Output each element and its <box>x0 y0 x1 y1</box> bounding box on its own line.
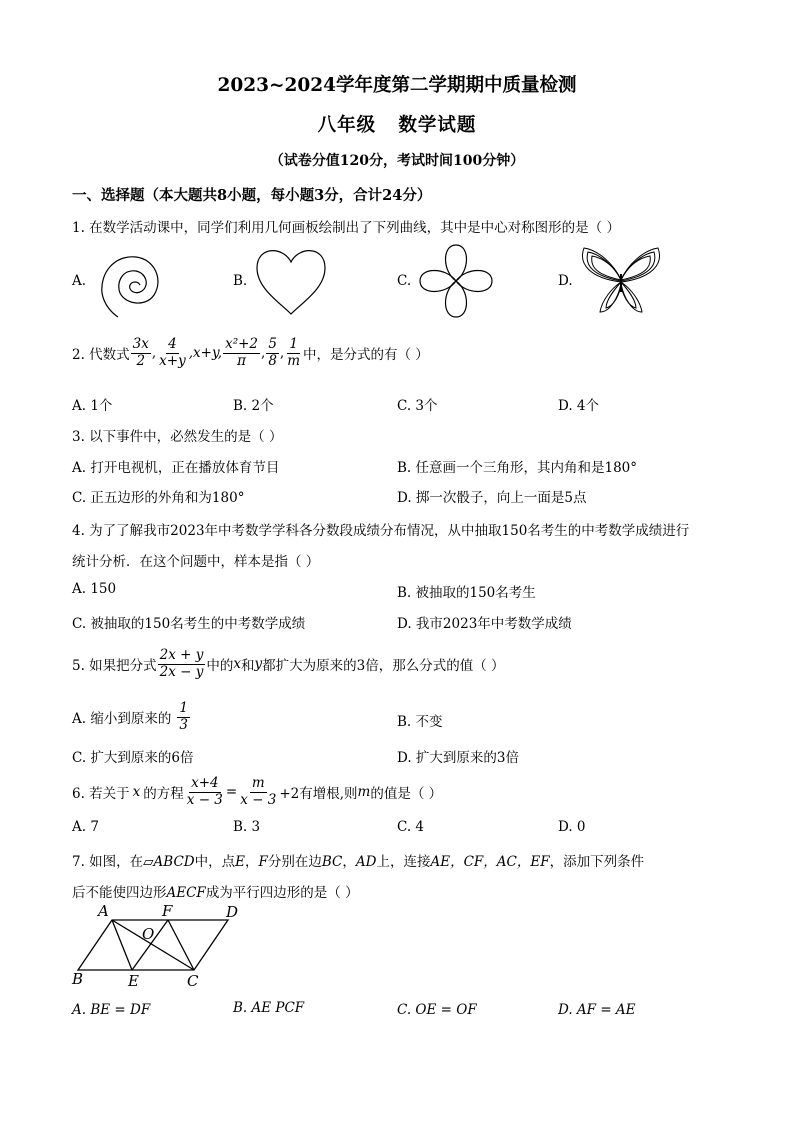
q5-mid1: 中的 <box>206 658 234 674</box>
q6-mid2: +2有增根,则 <box>279 786 358 802</box>
q2-option-c: C. 3个 <box>397 398 438 414</box>
q5-option-a-text: A. 缩小到原来的 <box>72 711 172 727</box>
q2-f4-num: 5 <box>268 335 277 352</box>
q3-option-d: D. 掷一次骰子，向上一面是5点 <box>397 490 587 506</box>
q6-option-d: D. 0 <box>558 819 586 835</box>
q7-l1m: ，添加下列条件 <box>549 854 645 870</box>
q7-l1j: AD <box>355 854 377 870</box>
q5-mid2: 和 <box>241 658 255 674</box>
parallelogram-figure <box>70 902 250 992</box>
q4-option-a: A. 150 <box>72 581 117 597</box>
q3-option-c: C. 正五边形的外角和为180° <box>72 490 245 506</box>
q2-f5-num: 1 <box>289 335 298 352</box>
q7-l1h: BC <box>321 854 343 870</box>
q6-mid1: 的方程 <box>143 786 184 802</box>
q6-stem <box>72 772 442 812</box>
q1-option-d-label: D. <box>558 273 573 289</box>
q7-l1d: E <box>235 854 245 870</box>
q5-var-x: x <box>233 656 242 672</box>
q7-l1f: F <box>258 854 268 870</box>
q6-var-x: x <box>132 784 141 800</box>
q3-option-b: B. 任意画一个三角形，其内角和是180° <box>397 460 638 476</box>
label-A: A <box>98 902 109 920</box>
q7-l1c: 中，点 <box>194 854 236 870</box>
q7-option-a: A. BE = DF <box>72 1002 151 1018</box>
q4-option-d: D. 我市2023年中考数学成绩 <box>397 616 572 632</box>
q5-option-a-fraction <box>177 701 190 733</box>
exam-note: （试卷分值120分，考试时间100分钟） <box>269 153 525 169</box>
butterfly-icon <box>578 244 664 318</box>
q2-f5-den: m <box>287 352 301 369</box>
q4-stem-line1: 4. 为了了解我市2023年中考数学学科各分数段成绩分布情况，从中抽取150名考生的中考数学成绩进行 <box>72 523 690 539</box>
q6-suffix: 的值是（ ） <box>370 786 443 802</box>
q6-option-b: B. 3 <box>233 819 261 835</box>
q1-option-a-label: A. <box>72 273 87 289</box>
q7-option-d: D. AF = AE <box>558 1002 636 1018</box>
section-heading: 一、选择题（本大题共8小题，每小题3分，合计24分） <box>72 187 432 204</box>
q2-f1-num: 3x <box>132 335 149 352</box>
q5-a-den: 3 <box>179 716 188 733</box>
q2-option-d: D. 4个 <box>558 398 600 414</box>
q2-f2-num: 4 <box>168 335 177 352</box>
q2-f3-num: x²+2 <box>225 335 259 352</box>
exam-title: 2023~2024学年度第二学期期中质量检测 <box>217 75 577 96</box>
heart-icon <box>253 244 329 316</box>
q2-fraction-2 <box>157 337 188 369</box>
q7-l1i: ， <box>342 854 356 870</box>
q7-l1a: 7. 如图，在 <box>72 854 144 870</box>
q6-option-a: A. 7 <box>72 819 99 835</box>
q5-option-d: D. 扩大到原来的3倍 <box>397 750 520 766</box>
q5-option-a <box>72 697 191 737</box>
label-F: F <box>162 902 173 920</box>
q6-fraction-2 <box>238 776 278 808</box>
q7-stem-line1 <box>72 850 644 870</box>
q7-l2a: 后不能使四边形 <box>72 885 167 901</box>
q7-option-b: B. AE PCF <box>233 1000 305 1016</box>
q2-f4-den: 8 <box>268 352 277 369</box>
q2-option-b: B. 2个 <box>233 398 274 414</box>
q4-stem-line2: 统计分析．在这个问题中，样本是指（ ） <box>72 554 320 570</box>
q4-option-b: B. 被抽取的150名考生 <box>397 585 536 601</box>
q7-l2b: AECF <box>166 885 206 901</box>
spiral-icon <box>92 247 172 315</box>
label-D: D <box>226 903 239 921</box>
q5-fraction <box>158 648 206 680</box>
q6-prefix: 6. 若关于 <box>72 786 130 802</box>
q2-f3-den: π <box>237 352 246 369</box>
q2-prefix: 2. 代数式 <box>72 347 130 363</box>
q3-stem: 3. 以下事件中，必然发生的是（ ） <box>72 429 283 445</box>
q3-option-a: A. 打开电视机，正在播放体育节目 <box>72 460 280 476</box>
q2-fraction-1 <box>131 337 151 369</box>
q2-mid: ,x+y, <box>188 345 223 361</box>
q2-fraction-4 <box>266 337 279 369</box>
q6-fraction-1 <box>185 776 225 808</box>
q5-f-num: 2x + y <box>159 646 204 663</box>
q6-f2-den: x − 3 <box>240 791 277 808</box>
q6-equals: = <box>225 784 238 800</box>
q2-fraction-5 <box>285 337 302 369</box>
q7-l1g: 分别在边 <box>267 854 322 870</box>
q2-f2-den: x+y <box>159 352 186 369</box>
q6-f1-den: x − 3 <box>186 791 223 808</box>
q6-f1-num: x+4 <box>191 774 219 791</box>
q2-suffix: 中，是分式的有（ ） <box>303 347 429 363</box>
label-B: B <box>72 970 84 988</box>
q7-l1b: ▱ABCD <box>143 854 195 870</box>
q7-l2c: 成为平行四边形的是（ ） <box>205 885 359 901</box>
q2-f1-den: 2 <box>136 352 146 369</box>
label-E: E <box>128 972 139 990</box>
q6-var-m: m <box>357 784 371 800</box>
q2-fraction-3 <box>223 337 260 369</box>
q5-f-den: 2x − y <box>159 663 204 680</box>
q4-option-c: C. 被抽取的150名考生的中考数学成绩 <box>72 616 306 632</box>
q5-suffix: 都扩大为原来的3倍，那么分式的值（ ） <box>262 658 505 674</box>
exam-subtitle: 八年级 数学试题 <box>317 115 477 136</box>
label-O: O <box>142 925 155 943</box>
q5-option-c: C. 扩大到原来的6倍 <box>72 750 194 766</box>
label-C: C <box>187 972 199 990</box>
q5-var-y: y <box>254 656 263 672</box>
q7-l1k: 上，连接 <box>376 854 431 870</box>
q7-l1e: ， <box>245 854 259 870</box>
q6-f2-num: m <box>251 774 265 791</box>
q2-stem: 2. 代数式 $\frac{3x}{2}$ , $\frac{4}{x+y}$ ,x+y, $\frac{\text{x²+2}}{\pi}$ , $\frac{5}{8}$ , $\frac{1}{m}$ 中，是分式的有（ ） <box>72 335 429 369</box>
four-petal-icon <box>416 242 496 320</box>
q1-option-c-label: C. <box>397 273 412 289</box>
q7-stem-line2 <box>72 881 359 901</box>
q5-option-b: B. 不变 <box>397 714 443 730</box>
q7-option-c: C. OE = OF <box>397 1002 477 1018</box>
q7-l1l: AE，CF，AC，EF <box>430 854 550 870</box>
q2-option-a: A. 1个 <box>72 398 113 414</box>
q1-stem: 1. 在数学活动课中，同学们利用几何画板绘制出了下列曲线，其中是中心对称图形的是（ ） <box>72 220 620 236</box>
q5-stem <box>72 644 505 684</box>
q5-prefix: 5. 如果把分式 <box>72 658 157 674</box>
q5-a-num: 1 <box>179 699 188 716</box>
q6-option-c: C. 4 <box>397 819 425 835</box>
q1-option-b-label: B. <box>233 273 248 289</box>
